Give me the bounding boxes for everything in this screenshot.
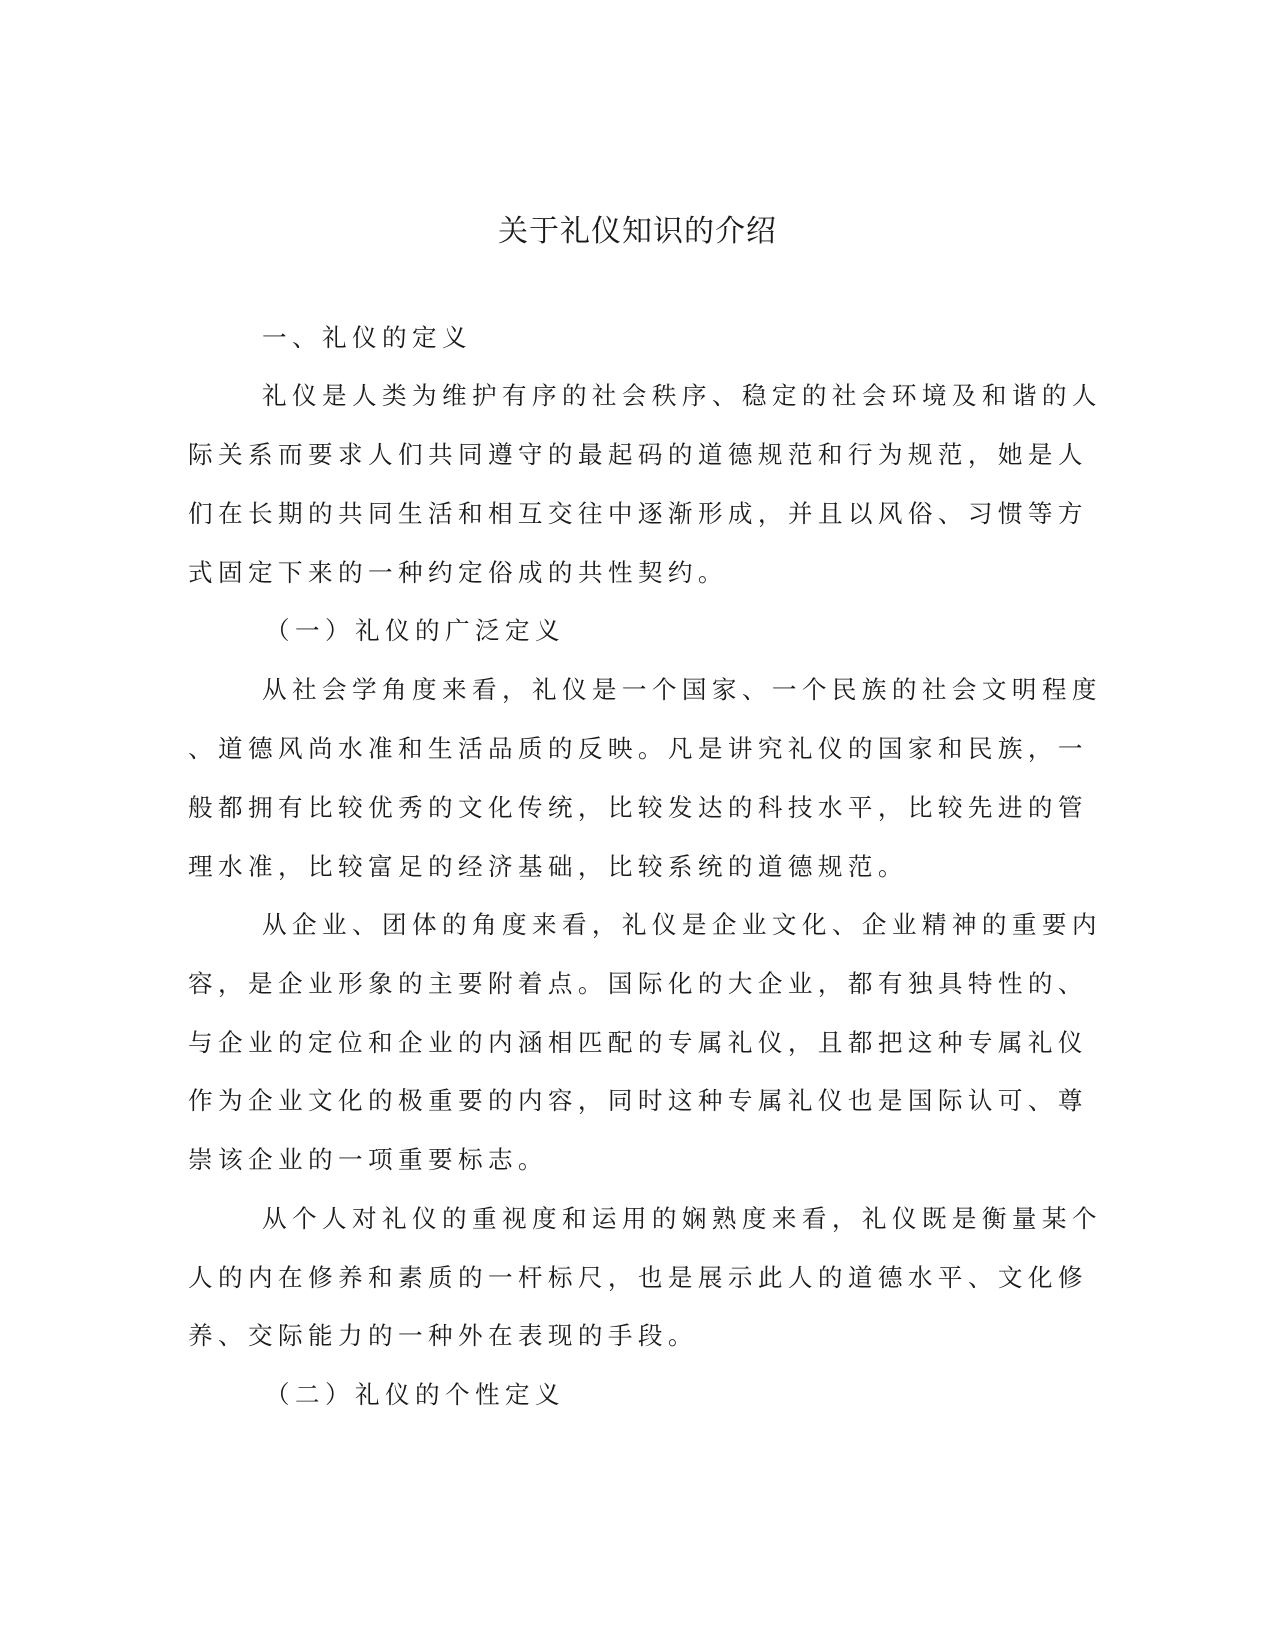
paragraph-line: 礼仪是人类为维护有序的社会秩序、稳定的社会环境及和谐的人 (262, 381, 1102, 410)
section-heading: 一、礼仪的定义 (262, 323, 472, 352)
paragraph-line: 式固定下来的一种约定俗成的共性契约。 (188, 558, 728, 587)
paragraph-line: 养、交际能力的一种外在表现的手段。 (188, 1321, 698, 1350)
paragraph-line: 从个人对礼仪的重视度和运用的娴熟度来看，礼仪既是衡量某个 (262, 1204, 1102, 1233)
paragraph-line: 般都拥有比较优秀的文化传统，比较发达的科技水平，比较先进的管 (188, 793, 1088, 822)
paragraph-line: 人的内在修养和素质的一杆标尺，也是展示此人的道德水平、文化修 (188, 1263, 1088, 1292)
paragraph-line: 、道德风尚水准和生活品质的反映。凡是讲究礼仪的国家和民族，一 (188, 734, 1088, 763)
subsection-heading: （一）礼仪的广泛定义 (265, 616, 565, 645)
paragraph-line: 从社会学角度来看，礼仪是一个国家、一个民族的社会文明程度 (262, 675, 1102, 704)
paragraph-line: 容，是企业形象的主要附着点。国际化的大企业，都有独具特性的、 (188, 969, 1088, 998)
paragraph-line: 与企业的定位和企业的内涵相匹配的专属礼仪，且都把这种专属礼仪 (188, 1028, 1088, 1057)
paragraph-line: 理水准，比较富足的经济基础，比较系统的道德规范。 (188, 852, 908, 881)
paragraph-line: 们在长期的共同生活和相互交往中逐渐形成，并且以风俗、习惯等方 (188, 499, 1088, 528)
document-title: 关于礼仪知识的介绍 (498, 214, 777, 249)
paragraph-line: 际关系而要求人们共同遵守的最起码的道德规范和行为规范，她是人 (188, 440, 1088, 469)
subsection-heading: （二）礼仪的个性定义 (265, 1380, 565, 1409)
paragraph-line: 崇该企业的一项重要标志。 (188, 1145, 548, 1174)
paragraph-line: 作为企业文化的极重要的内容，同时这种专属礼仪也是国际认可、尊 (188, 1086, 1088, 1115)
paragraph-line: 从企业、团体的角度来看，礼仪是企业文化、企业精神的重要内 (262, 910, 1102, 939)
